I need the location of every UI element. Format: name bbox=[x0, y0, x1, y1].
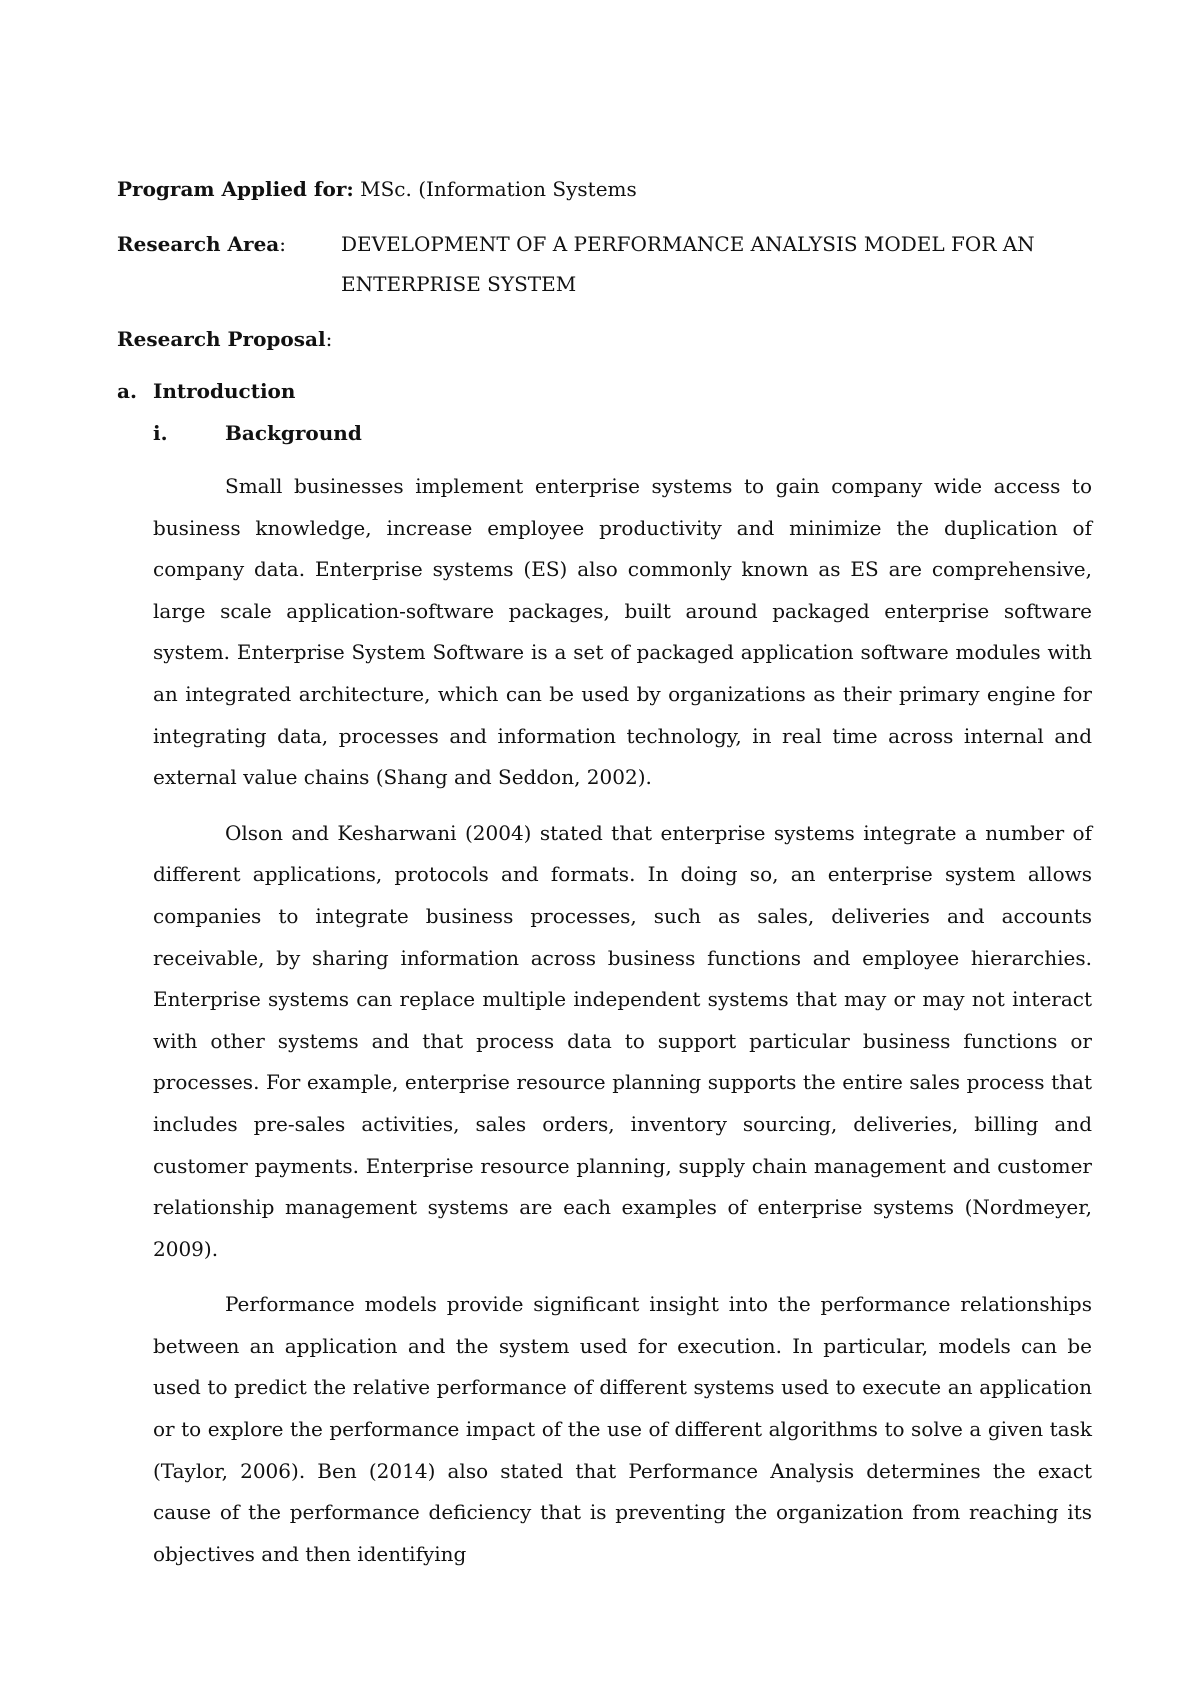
research-area-label: Research Area bbox=[117, 232, 280, 256]
research-proposal-colon: : bbox=[325, 327, 333, 351]
program-label: Program Applied for: bbox=[117, 177, 354, 201]
subsection-title: Background bbox=[225, 421, 362, 445]
subsection-number: i. bbox=[153, 421, 168, 445]
program-line bbox=[117, 172, 1092, 206]
paragraph-1: Small businesses implement enterprise systems to gain company wide access to business knowledge, increase employee productivity and minimize the duplication of company data. Enterprise systems (ES) also commonly known as ES are comprehensive, large scale application-software packages, built around packaged enterprise software system. Enterprise System Software is a set of packaged application software modules with an integrated architecture, which can be used by organizations as their primary engine for integrating data, processes and information technology, in real time across internal and external value chains (Shang and Seddon, 2002). bbox=[153, 474, 1092, 790]
subsection-heading bbox=[153, 416, 1092, 450]
research-area-colon: : bbox=[279, 232, 286, 256]
paragraph-3: Performance models provide significant insight into the performance relationships between an application and the system used for execution. In particular, models can be used to predict the relative performance of different systems used to execute an application or to explore the performance impact of the use of different algorithms to solve a given task (Taylor, 2006). Ben (2014) also stated that Performance Analysis determines the exact cause of the performance deficiency that is preventing the organization from reaching its objectives and then identifying bbox=[153, 1292, 1092, 1566]
research-proposal-label: Research Proposal bbox=[117, 327, 326, 351]
section-letter: a. bbox=[117, 379, 137, 403]
research-area-row bbox=[117, 224, 1092, 304]
paragraph-2: Olson and Kesharwani (2004) stated that enterprise systems integrate a number of different applications, protocols and formats. In doing so, an enterprise system allows companies to integrate business processes, such as sales, deliveries and accounts receivable, by sharing information across business functions and employee hierarchies. Enterprise systems can replace multiple independent systems that may or may not interact with other systems and that process data to support particular business functions or processes. For example, enterprise resource planning supports the entire sales process that includes pre-sales activities, sales orders, inventory sourcing, deliveries, billing and customer payments. Enterprise resource planning, supply chain management and customer relationship management systems are each examples of enterprise systems (Nordmeyer, 2009). bbox=[153, 820, 1092, 1261]
research-area-value: DEVELOPMENT OF A PERFORMANCE ANALYSIS MODEL FOR AN ENTERPRISE SYSTEM bbox=[341, 232, 1035, 296]
program-value: MSc. (Information Systems bbox=[360, 177, 637, 201]
section-title: Introduction bbox=[153, 379, 296, 403]
section-heading bbox=[117, 374, 1092, 408]
research-area-label-cell bbox=[117, 224, 341, 264]
research-proposal-line bbox=[117, 322, 1092, 356]
